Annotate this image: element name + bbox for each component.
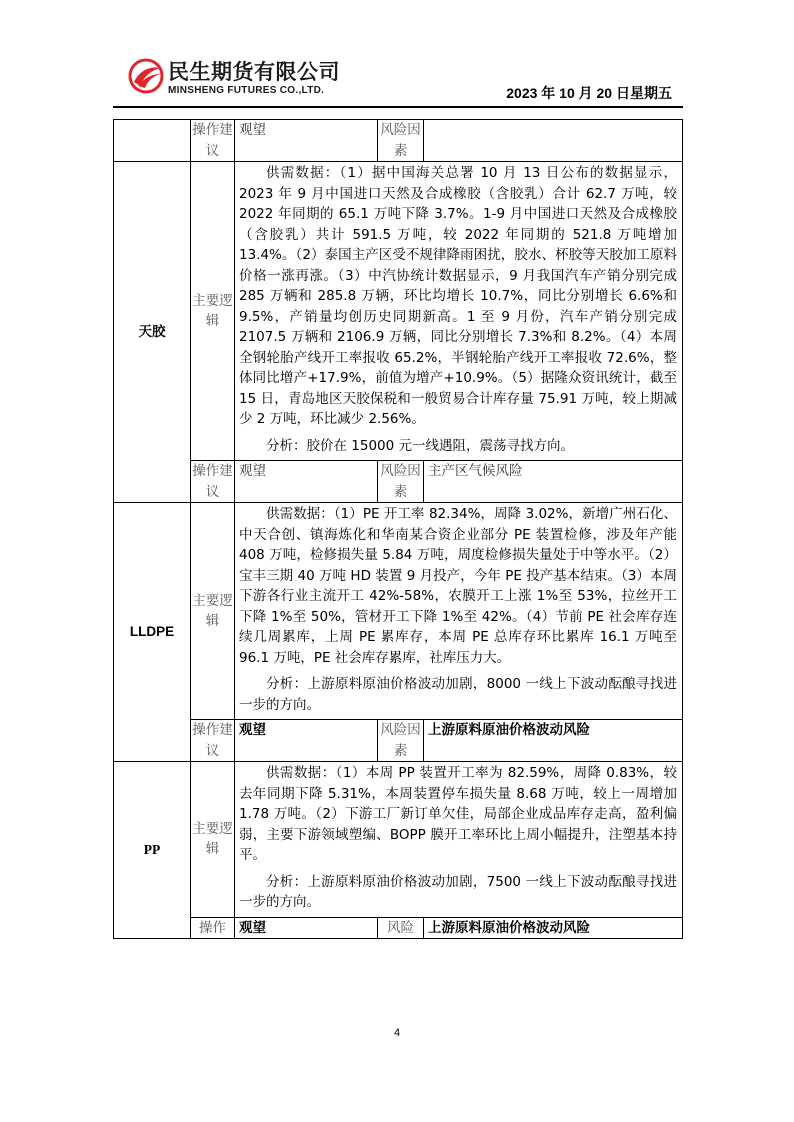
commodity-name-pp: PP <box>114 762 191 939</box>
commodity-name-rubber: 天胶 <box>114 162 191 503</box>
rubber-logic-cell <box>235 162 683 461</box>
table-row-rubber-logic <box>114 162 683 461</box>
page-number: 4 <box>393 1027 401 1039</box>
pp-supply-demand: 供需数据：（1）本周 PP 装置开工率为 82.59%，周降 0.83%，较去年同期下降 5.31%，本周装置停车损失量 8.68 万吨，较上一周增加 1.78 万吨。（2）下游工厂新订单欠佳，局部企业成品库存走高，盈利偏弱，主要下游领域塑编、BOPP 膜开工率环比上周小幅提升，注塑基本持平。 <box>239 765 677 863</box>
operation-value: 观望 <box>235 120 378 162</box>
main-logic-label: 主要逻辑 <box>191 762 235 918</box>
lldpe-analysis: 分析：上游原料原油价格波动加剧，8000 一线上下波动酝酿寻找进一步的方向。 <box>239 676 677 713</box>
page-header <box>0 0 794 120</box>
operation-label: 操作建议 <box>191 720 235 762</box>
table-row-pp-logic <box>114 762 683 918</box>
rubber-operation-value: 观望 <box>235 461 378 503</box>
pp-logic-cell <box>235 762 683 918</box>
risk-label: 风险因素 <box>378 461 424 503</box>
operation-label: 操作建议 <box>191 461 235 503</box>
operation-label: 操作建议 <box>191 120 235 162</box>
minsheng-logo-icon <box>128 58 164 94</box>
main-logic-label: 主要逻辑 <box>191 503 235 720</box>
pp-analysis: 分析：上游原料原油价格波动加剧，7500 一线上下波动酝酿寻找进一步的方向。 <box>239 873 677 910</box>
table-row-rubber-operation <box>114 461 683 503</box>
company-name-cn: 民生期货有限公司 <box>168 60 340 84</box>
lldpe-risk-value: 上游原料原油价格波动风险 <box>424 720 683 762</box>
commodity-name-lldpe: LLDPE <box>114 503 191 762</box>
rubber-analysis: 分析：胶价在 15000 元一线遇阻，震荡寻找方向。 <box>266 437 575 454</box>
lldpe-supply-demand: 供需数据：（1）PE 开工率 82.34%，周降 3.02%，新增广州石化、中天合创、镇海炼化和华南某合资企业部分 PE 装置检修，涉及年产能 408 万吨，检修损失量 5.84 万吨，周度检修损失量处于中等水平。（2）宝丰三期 40 万吨 HD 装置 9 月投产，今年 PE 投产基本结束。（3）本周下游各行业主流开工 42%-58%，农膜开工上涨 1%至 53%，拉丝开工下降 1%至 50%，管材开工下降 1%至 42%。（4）节前 PE 社会库存连续几周累库，上周 PE 累库存，本周 PE 总库存环比累库 16.1 万吨至 96.1 万吨，PE 社会库存累库，社库压力大。 <box>239 506 677 666</box>
table-row-lldpe-operation <box>114 720 683 762</box>
lldpe-operation-value: 观望 <box>235 720 378 762</box>
rubber-supply-demand: 供需数据：（1）据中国海关总署 10 月 13 日公布的数据显示，2023 年 9 月中国进口天然及合成橡胶（含胶乳）合计 62.7 万吨，较 2022 年同期的 65.1 万吨下降 3.7%。1-9 月中国进口天然及合成橡胶（含胶乳）共计 591.5 万吨，较 2022 年同期的 521.8 万吨增加 13.4%。（2）泰国主产区受不规律降雨困扰，胶水、杯胶等天胶加工原料价格一涨再涨。（3）中汽协统计数据显示，9 月我国汽车产销分别完成 285 万辆和 285.8 万辆，环比均增长 10.7%，同比分别增长 6.6%和 9.5%，产销量均创历史同期新高。1 至 9 月份，汽车产销分别完成 2107.5 万辆和 2106.9 万辆，同比分别增长 7.3%和 8.2%。（4）本周全钢轮胎产线开工率报收 65.2%，半钢轮胎产线开工率报收 72.6%，整体同比增产+17.9%，前值为增产+10.9%。（5）据隆众资讯统计，截至 15 日，青岛地区天胶保税和一般贸易合计库存量 75.91 万吨，较上期减少 2 万吨，环比减少 2.56%。 <box>239 165 677 427</box>
operation-label-short: 操作 <box>191 917 235 939</box>
pp-risk-value: 上游原料原油价格波动风险 <box>424 917 683 939</box>
lldpe-logic-cell <box>235 503 683 720</box>
risk-label: 风险因素 <box>378 720 424 762</box>
table-row-pp-operation <box>114 917 683 939</box>
commodity-report-table <box>113 119 683 939</box>
company-name-en: MINSHENG FUTURES CO.,LTD. <box>168 85 325 96</box>
risk-label: 风险因素 <box>378 120 424 162</box>
company-logo <box>128 56 368 102</box>
risk-value <box>424 120 683 162</box>
risk-label-short: 风险 <box>378 917 424 939</box>
commodity-name-cell-empty <box>114 120 191 162</box>
pp-operation-value: 观望 <box>235 917 378 939</box>
table-row-lldpe-logic <box>114 503 683 720</box>
main-logic-label: 主要逻辑 <box>191 162 235 461</box>
table-row-previous-operation <box>114 120 683 162</box>
rubber-risk-value: 主产区气候风险 <box>424 461 683 503</box>
report-date: 2023 年 10 月 20 日星期五 <box>506 85 672 101</box>
header-divider <box>113 106 683 108</box>
